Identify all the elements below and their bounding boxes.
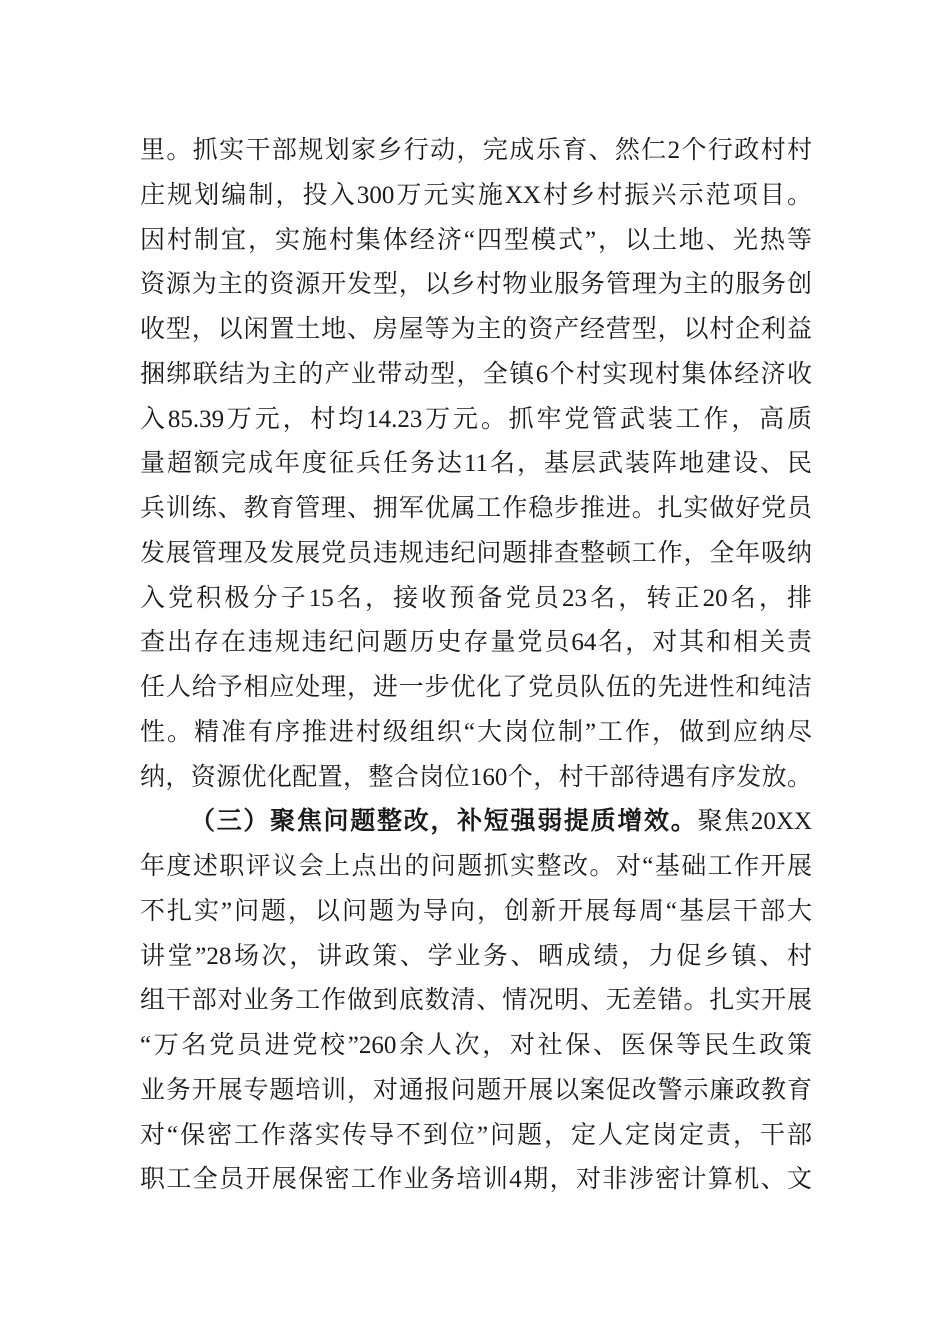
text-line: 发展管理及发展党员违规违纪问题排查整顿工作，全年吸纳 xyxy=(140,539,812,567)
text-line: （三）聚焦问题整改，补短强弱提质增效。聚焦20XX xyxy=(190,808,812,836)
text-line: 入党积极分子15名，接收预备党员23名，转正20名，排 xyxy=(140,584,812,612)
text-line: “万名党员进党校”260余人次，对社保、医保等民生政策 xyxy=(140,1032,812,1059)
text-line: 性。精准有序推进村级组织“大岗位制”工作，做到应纳尽 xyxy=(140,718,812,746)
text-line: 查出存在违规违纪问题历史存量党员64名，对其和相关责 xyxy=(140,629,812,657)
text-line: 对“保密工作落实传导不到位”问题，定人定岗定责，干部 xyxy=(140,1121,812,1149)
text-line: 里。抓实干部规划家乡行动，完成乐育、然仁2个行政村村 xyxy=(140,137,812,164)
text-line: 入85.39万元，村均14.23万元。抓牢党管武装工作，高质 xyxy=(140,405,812,433)
text-line: 收型，以闲置土地、房屋等为主的资产经营型，以村企利益 xyxy=(140,316,812,343)
text-line: 捆绑联结为主的产业带动型，全镇6个村实现村集体经济收 xyxy=(140,360,812,388)
text-line: 庄规划编制，投入300万元实施XX村乡村振兴示范项目。 xyxy=(140,181,812,209)
text-line: 职工全员开展保密工作业务培训4期，对非涉密计算机、文 xyxy=(140,1166,812,1194)
text-line: 兵训练、教育管理、拥军优属工作稳步推进。扎实做好党员 xyxy=(140,495,812,522)
text-line: 资源为主的资源开发型，以乡村物业服务管理为主的服务创 xyxy=(140,271,812,299)
text-line: 年度述职评议会上点出的问题抓实整改。对“基础工作开展 xyxy=(140,853,812,880)
text-line: 因村制宜，实施村集体经济“四型模式”，以土地、光热等 xyxy=(140,226,812,254)
text-line: 任人给予相应处理，进一步优化了党员队伍的先进性和纯洁 xyxy=(140,674,812,701)
section-heading: （三）聚焦问题整改，补短强弱提质增效。 xyxy=(190,808,698,836)
document-body xyxy=(140,129,812,1203)
text-line: 不扎实”问题，以问题为导向，创新开展每周“基层干部大 xyxy=(140,897,812,925)
text-line: 业务开展专题培训，对通报问题开展以案促改警示廉政教育 xyxy=(140,1076,812,1104)
text-line: 讲堂”28场次，讲政策、学业务、晒成绩，力促乡镇、村 xyxy=(140,942,812,970)
text-line: 纳，资源优化配置，整合岗位160个，村干部待遇有序发放。 xyxy=(140,763,812,791)
text-line: 量超额完成年度征兵任务达11名，基层武装阵地建设、民 xyxy=(140,450,812,478)
text-line: 组干部对业务工作做到底数清、情况明、无差错。扎实开展 xyxy=(140,987,812,1015)
